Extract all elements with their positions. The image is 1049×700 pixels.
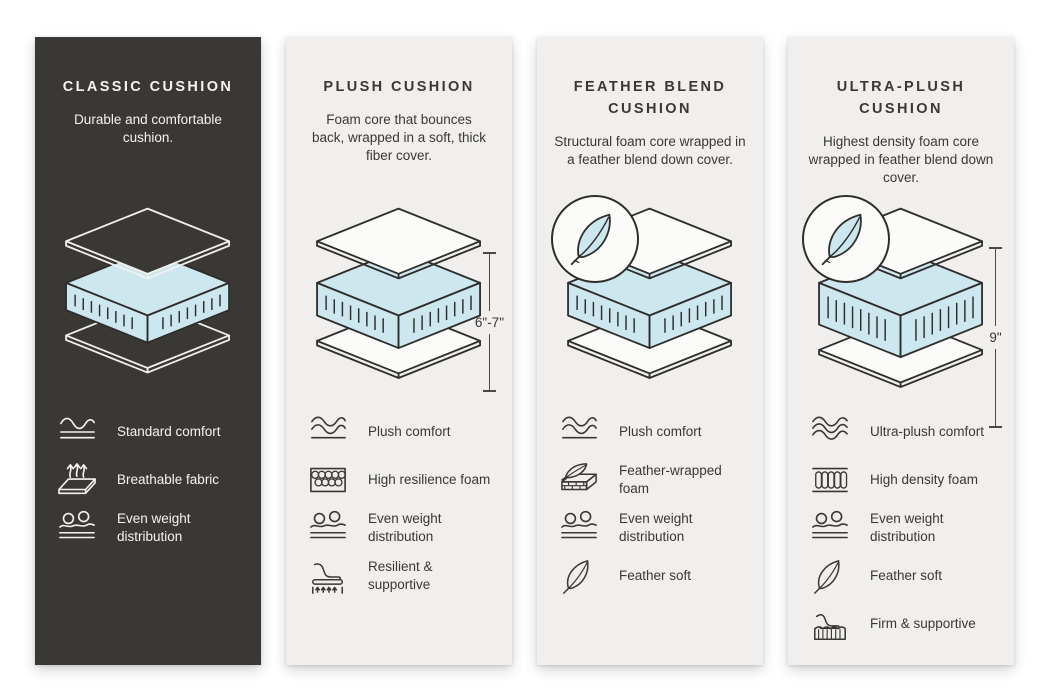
feature-item xyxy=(306,557,496,595)
breathable-fabric-icon xyxy=(55,461,99,499)
panel-title: CLASSIC CUSHION xyxy=(62,79,234,95)
feather-icon xyxy=(808,557,852,595)
feather-icon xyxy=(568,210,622,268)
measurement-line xyxy=(995,349,997,426)
panel-title: ULTRA-PLUSH CUSHION xyxy=(836,79,966,117)
panel-plush-cushion xyxy=(286,37,512,665)
panel-header xyxy=(806,77,996,205)
feature-label: Plush comfort xyxy=(619,424,702,440)
panel-header xyxy=(63,77,234,205)
height-measurement xyxy=(475,252,504,392)
even-weight-icon xyxy=(55,509,99,547)
even-weight-icon xyxy=(557,509,601,547)
feature-label: Feather soft xyxy=(619,568,692,584)
feather-icon xyxy=(557,557,601,595)
feather-badge xyxy=(802,195,890,283)
panel-description: Foam core that bounces back, wrapped in a soft, thick fiber cover. xyxy=(311,111,487,164)
feature-label: Even weight distribution xyxy=(870,511,944,544)
resilient-icon xyxy=(306,557,350,595)
measurement-cap xyxy=(483,390,496,392)
height-measurement xyxy=(989,247,1002,428)
feather-wrapped-foam-icon xyxy=(557,461,601,499)
feature-label: Firm & supportive xyxy=(870,616,976,632)
feature-list xyxy=(51,413,245,547)
high-density-foam-icon xyxy=(808,461,852,499)
wave-triple-icon xyxy=(808,413,852,451)
panel-title: PLUSH CUSHION xyxy=(323,79,475,95)
measurement-cap xyxy=(989,426,1002,428)
feature-item xyxy=(557,413,747,451)
cushion-illustration xyxy=(553,205,747,397)
panel-description: Highest density foam core wrapped in feather blend down cover. xyxy=(808,133,994,185)
measurement-line xyxy=(995,249,997,326)
panel-title: FEATHER BLEND CUSHION xyxy=(573,79,727,117)
feature-item xyxy=(808,509,998,547)
feature-label: Even weight distribution xyxy=(117,511,191,544)
feature-item xyxy=(55,509,245,547)
feature-label: Feather soft xyxy=(870,568,943,584)
feature-label: Resilient & supportive xyxy=(368,559,433,592)
exploded-cushion-layers-icon xyxy=(308,205,489,397)
feature-label: Even weight distribution xyxy=(368,511,442,544)
feature-item xyxy=(808,605,998,643)
feature-item xyxy=(808,461,998,499)
even-weight-icon xyxy=(808,509,852,547)
feature-list xyxy=(553,413,747,595)
feather-icon xyxy=(819,210,873,268)
measurement-line xyxy=(489,254,491,311)
panel-header xyxy=(312,77,487,205)
feature-label: Standard comfort xyxy=(117,424,221,440)
feature-label: High density foam xyxy=(870,472,979,488)
feature-item xyxy=(55,413,245,451)
feature-label: Ultra-plush comfort xyxy=(870,424,985,440)
panel-description: Structural foam core wrapped in a feather blend down cover. xyxy=(554,133,746,167)
measurement-label: 6"-7" xyxy=(474,314,504,330)
feature-label: High resilience foam xyxy=(368,472,491,488)
measurement-line xyxy=(489,334,491,391)
feature-item xyxy=(557,509,747,547)
feature-item xyxy=(306,413,496,451)
wave-double-icon xyxy=(306,413,350,451)
feature-label: Breathable fabric xyxy=(117,472,220,488)
feature-item xyxy=(55,461,245,499)
feature-item xyxy=(808,557,998,595)
feature-item xyxy=(557,557,747,595)
measurement-label: 9" xyxy=(989,330,1002,345)
panel-classic-cushion xyxy=(35,37,261,665)
feature-label: Even weight distribution xyxy=(619,511,693,544)
feature-item xyxy=(557,461,747,499)
feature-item xyxy=(306,509,496,547)
wave-double-icon xyxy=(557,413,601,451)
feature-item xyxy=(306,461,496,499)
cushion-illustration xyxy=(51,205,245,397)
feature-list xyxy=(302,413,496,595)
panel-feather-blend-cushion xyxy=(537,37,763,665)
even-weight-icon xyxy=(306,509,350,547)
feather-badge xyxy=(551,195,639,283)
panel-description: Durable and comfortable cushion. xyxy=(74,111,222,145)
feature-label: Feather-wrapped foam xyxy=(619,463,722,496)
feature-label: Plush comfort xyxy=(368,424,451,440)
wave-single-icon xyxy=(55,413,99,451)
panel-ultra-plush-cushion xyxy=(788,37,1014,665)
panel-header xyxy=(553,77,747,205)
firm-supportive-icon xyxy=(808,605,852,643)
cushion-illustration xyxy=(302,205,504,397)
feature-list xyxy=(804,413,998,643)
foam-cells-icon xyxy=(306,461,350,499)
feature-item xyxy=(808,413,998,451)
cushion-illustration xyxy=(804,205,1002,397)
exploded-cushion-layers-icon xyxy=(57,205,238,397)
